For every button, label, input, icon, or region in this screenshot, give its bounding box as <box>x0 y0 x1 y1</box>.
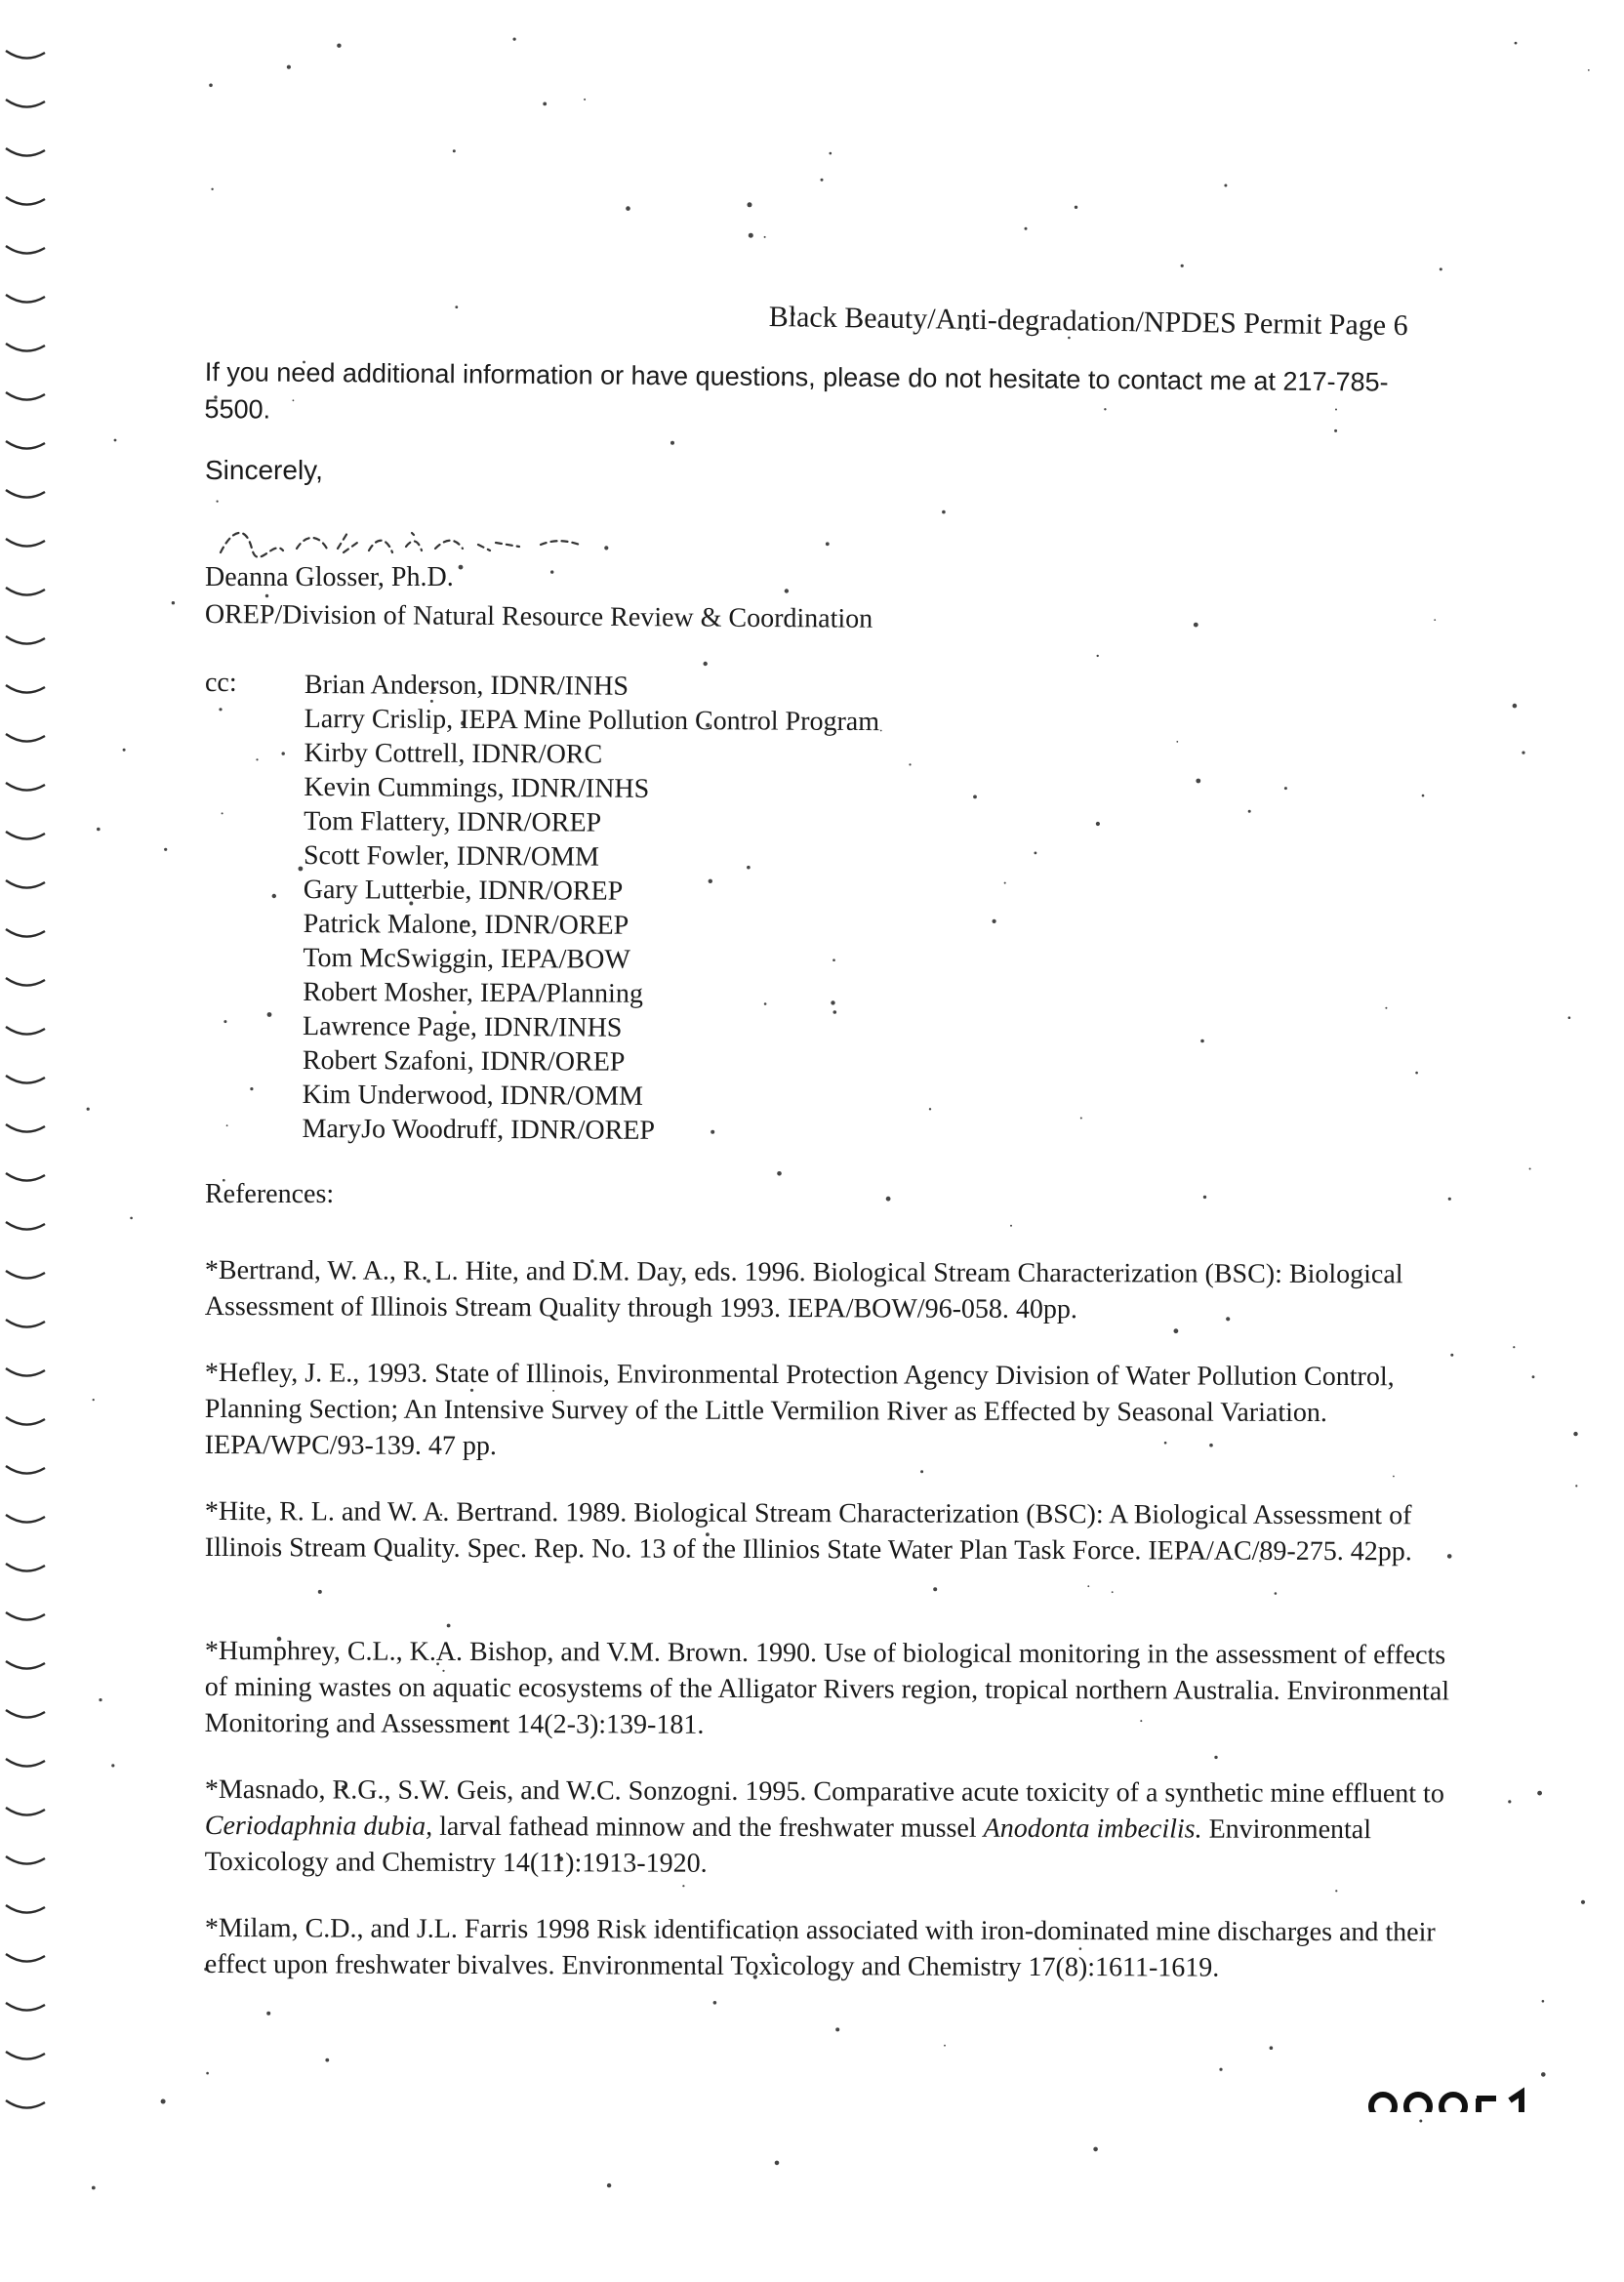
scan-speckle <box>1248 810 1251 813</box>
scan-speckle <box>713 2001 717 2005</box>
scan-speckle <box>1181 265 1184 267</box>
scan-speckle <box>1219 2068 1222 2071</box>
closing-salutation: Sincerely, <box>205 455 323 485</box>
scan-speckle <box>1270 2046 1274 2050</box>
scan-speckle <box>682 1885 684 1887</box>
scan-speckle <box>584 99 586 101</box>
scan-speckle <box>130 1217 133 1220</box>
scan-speckle <box>1513 1346 1515 1348</box>
scan-speckle <box>550 570 553 573</box>
cc-recipient: MaryJo Woodruff, IDNR/OREP <box>302 1113 656 1146</box>
scan-speckle <box>1025 227 1028 230</box>
scan-speckle <box>1214 1756 1217 1759</box>
scan-speckle <box>775 2161 780 2166</box>
scan-speckle <box>704 662 708 666</box>
scan-speckle <box>920 1470 923 1473</box>
scan-speckle <box>1529 1168 1531 1170</box>
scan-speckle <box>886 1197 891 1202</box>
cc-recipient: Patrick Malone, IDNR/OREP <box>303 908 629 941</box>
scan-speckle <box>219 708 222 711</box>
handwritten-signature <box>213 509 623 564</box>
scan-speckle <box>1176 741 1178 743</box>
scan-speckle <box>1080 1118 1082 1120</box>
scan-speckle <box>325 2058 329 2062</box>
reference-text: Environmental Toxicology and Chemistry 14(11):1913-1920. <box>204 1813 1372 1879</box>
scan-speckle <box>826 542 830 546</box>
scan-speckle <box>111 1764 114 1767</box>
scan-speckle <box>1440 267 1442 270</box>
scan-speckle <box>1513 704 1518 709</box>
scan-speckle <box>206 2072 209 2075</box>
scan-speckle <box>226 1124 228 1126</box>
scan-speckle <box>256 758 258 760</box>
scan-speckle <box>267 1012 272 1017</box>
scan-speckle <box>299 867 304 872</box>
scan-speckle <box>97 828 101 832</box>
scan-speckle <box>835 2027 839 2031</box>
cc-recipient: Kim Underwood, IDNR/OMM <box>302 1079 644 1112</box>
scan-speckle <box>513 38 516 41</box>
scan-speckle <box>670 441 674 445</box>
scan-speckle <box>1203 1196 1206 1199</box>
page-header: Black Beauty/Anti-degradation/NPDES Permit Page 6 <box>768 301 1408 343</box>
scan-speckle <box>821 179 824 182</box>
scan-speckle <box>764 236 766 238</box>
scan-speckle <box>287 65 291 69</box>
scan-speckle <box>1194 623 1198 628</box>
scan-speckle <box>1575 1485 1577 1487</box>
scan-speckle <box>161 2099 166 2104</box>
scan-speckle <box>114 439 117 442</box>
cc-recipient: Kirby Cottrell, IDNR/ORC <box>304 737 603 770</box>
scan-speckle <box>543 102 547 106</box>
scan-speckle <box>1450 1354 1453 1357</box>
scan-speckle <box>1419 2120 1422 2123</box>
scan-speckle <box>223 1020 226 1023</box>
scan-speckle <box>1581 1900 1585 1904</box>
scan-speckle <box>933 1587 937 1591</box>
scan-speckle <box>1515 42 1518 45</box>
scan-speckle <box>92 2186 96 2190</box>
scan-speckle <box>337 44 341 48</box>
scan-speckle <box>1275 1592 1278 1595</box>
scan-speckle <box>272 894 276 898</box>
scan-speckle <box>459 565 464 570</box>
scan-speckle <box>1448 1198 1451 1201</box>
scan-speckle <box>880 730 882 732</box>
scan-speckle <box>973 795 977 799</box>
scan-speckle <box>1573 1432 1577 1436</box>
scan-speckle <box>777 1171 782 1176</box>
scan-speckle <box>909 763 911 765</box>
cc-label: cc: <box>205 668 237 698</box>
scan-speckle <box>1200 1039 1204 1043</box>
page-stamp-mark <box>1361 2073 1557 2112</box>
references-heading: References: <box>205 1179 335 1209</box>
scan-speckle <box>265 594 268 597</box>
cc-recipient: Gary Lutterbie, IDNR/OREP <box>303 874 624 907</box>
species-name: Ceriodaphnia dubia, <box>204 1810 433 1842</box>
scan-speckle <box>1335 1890 1337 1892</box>
scan-speckle <box>318 1590 322 1594</box>
scan-speckle <box>282 752 285 754</box>
scan-speckle <box>944 2045 946 2047</box>
intro-paragraph: If you need additional information or have questions, please do not hesitate to contact me at 217-785-5500. <box>204 356 1389 425</box>
scan-speckle <box>1537 1791 1542 1796</box>
scan-speckle <box>1532 1375 1535 1378</box>
scan-speckle <box>1112 1591 1114 1593</box>
reference-text: *Masnado, R.G., S.W. Geis, and W.C. Sonzogni. 1995. Comparative acute toxicity of a synthetic mine effluent to <box>204 1774 1444 1810</box>
scan-speckle <box>1568 1016 1571 1019</box>
reference-entry: *Bertrand, W. A., R. L. Hite, and D.M. Day, eds. 1996. Biological Stream Characterization (BSC): Biological Assessment of Illinois Stream Quality through 1993. IEPA/BOW/96-058. 40pp. <box>204 1255 1403 1325</box>
cc-recipient: Lawrence Page, IDNR/INHS <box>302 1010 623 1043</box>
scan-speckle <box>1097 655 1099 657</box>
species-name: Anodonta imbecilis. <box>983 1813 1202 1845</box>
scan-speckle <box>1385 1007 1387 1009</box>
scan-speckle <box>1035 852 1037 855</box>
scan-speckle <box>1508 1800 1511 1803</box>
scan-speckle <box>164 848 167 851</box>
scan-speckle <box>93 1399 95 1401</box>
scan-speckle <box>99 1698 102 1701</box>
scan-speckle <box>87 1108 90 1111</box>
scan-speckle <box>1174 1328 1179 1333</box>
scan-speckle <box>1522 752 1524 754</box>
cc-recipient: Robert Szafoni, IDNR/OREP <box>302 1044 626 1078</box>
cc-recipient: Larry Crislip, IEPA Mine Pollution Control Program <box>304 703 880 738</box>
scan-speckle <box>607 2183 611 2187</box>
scan-speckle <box>1224 184 1227 187</box>
reference-text: larval fathead minnow and the freshwater mussel <box>432 1811 984 1844</box>
scan-speckle <box>1087 1585 1089 1587</box>
scan-speckle <box>830 152 832 155</box>
scan-speckle <box>209 84 213 88</box>
scan-speckle <box>749 233 753 238</box>
reference-entry: *Hefley, J. E., 1993. State of Illinois, Environmental Protection Agency Division of Water Pollution Control, Planning Section; An Intensive Survey of the Little Vermilion River as Effected by Seasonal Variation. IEPA/WPC/93-139. 47 pp. <box>204 1358 1395 1462</box>
scan-speckle <box>1196 779 1200 784</box>
cc-recipient: Tom Flattery, IDNR/OREP <box>304 805 602 838</box>
scan-speckle <box>1422 795 1425 797</box>
scan-speckle <box>250 1087 253 1090</box>
scan-speckle <box>993 919 996 923</box>
scan-speckle <box>211 188 213 190</box>
cc-recipient: Tom McSwiggin, IEPA/BOW <box>303 942 630 975</box>
scan-speckle <box>123 749 126 752</box>
scan-speckle <box>266 2012 270 2016</box>
scan-speckle <box>1434 619 1436 621</box>
cc-recipient: Scott Fowler, IDNR/OMM <box>303 839 600 873</box>
reference-entry: *Milam, C.D., and J.L. Farris 1998 Risk identification associated with iron-dominated mine discharges and their effect upon freshwater bivalves. Environmental Toxicology and Chemistry 17(8):1611-1619. <box>204 1913 1436 1983</box>
scan-speckle <box>217 501 219 503</box>
cc-recipient: Kevin Cummings, IDNR/INHS <box>304 771 650 804</box>
scan-speckle <box>1284 787 1287 790</box>
scan-speckle <box>1588 69 1590 71</box>
reference-entry <box>205 1772 1464 1885</box>
scan-speckle <box>172 601 175 604</box>
scan-speckle <box>1075 206 1077 209</box>
sender-name: Deanna Glosser, Ph.D. <box>205 562 454 592</box>
scan-speckle <box>1542 2000 1545 2003</box>
scan-speckle <box>222 812 223 814</box>
scan-speckle <box>1010 1225 1012 1227</box>
scan-speckle <box>626 206 630 211</box>
scan-speckle <box>1415 1072 1418 1075</box>
scan-speckle <box>1393 1476 1395 1478</box>
scan-speckle <box>1096 822 1100 826</box>
scan-speckle <box>748 202 752 207</box>
scan-speckle <box>447 1624 451 1628</box>
reference-entry: *Humphrey, C.L., K.A. Bishop, and V.M. Brown. 1990. Use of biological monitoring in the assessment of effects of mining wastes on aquatic ecosystems of the Alligator Rivers region, tropical northern Australia. Environmental Monitoring and Assessment 14(2-3):139-181. <box>204 1636 1450 1740</box>
reference-entry: *Hite, R. L. and W. A. Bertrand. 1989. Biological Stream Characterization (BSC): A Biological Assessment of Illinois Stream Quality. Spec. Rep. No. 13 of the Illinios State Water Plan Task Force. IEPA/AC/89-275. 42pp. <box>204 1496 1412 1568</box>
scan-speckle <box>455 306 458 308</box>
cc-recipient: Robert Mosher, IEPA/Planning <box>303 976 643 1009</box>
sender-division: OREP/Division of Natural Resource Review & Coordination <box>204 599 873 634</box>
scan-speckle <box>453 149 456 152</box>
scan-speckle <box>929 1108 931 1110</box>
scan-speckle <box>942 510 946 514</box>
scan-speckle <box>1093 2147 1098 2152</box>
scan-speckle <box>785 589 789 592</box>
cc-recipient: Brian Anderson, IDNR/INHS <box>304 670 629 702</box>
cc-recipient-list <box>302 668 879 1149</box>
scan-speckle <box>1004 882 1006 884</box>
